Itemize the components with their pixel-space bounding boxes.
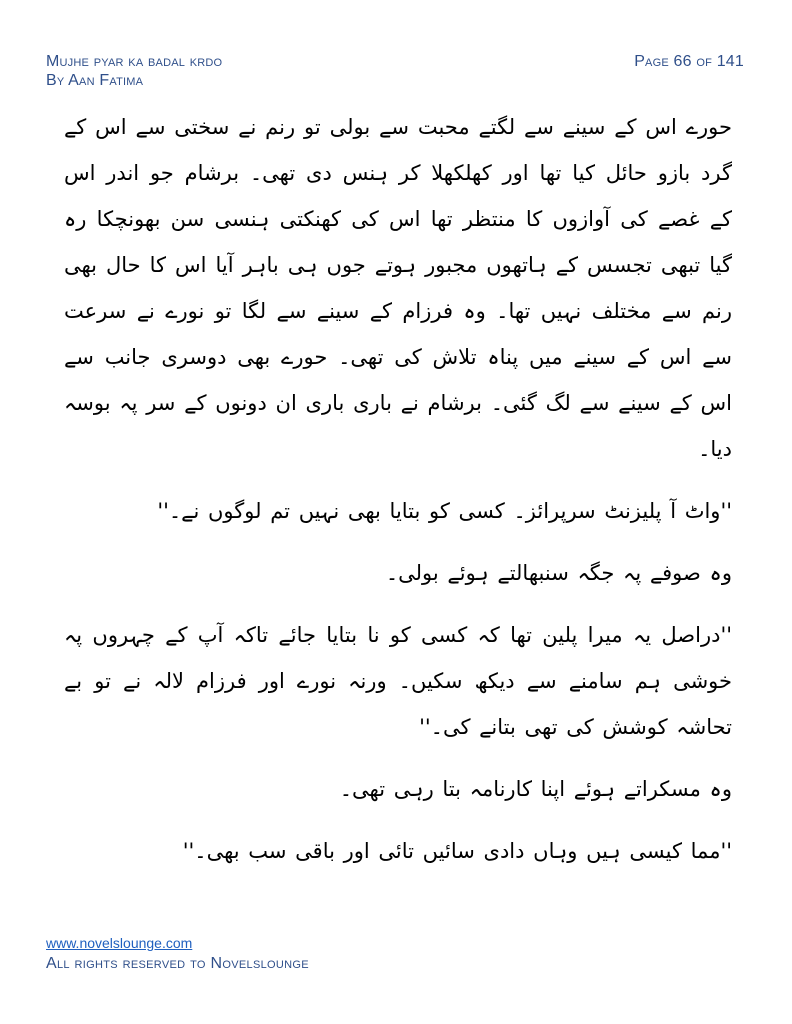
website-link[interactable]: www.novelslounge.com [46, 935, 193, 951]
paragraph-5: وہ مسکراتے ہوئے اپنا کارنامہ بتا رہی تھی۔ [339, 777, 732, 801]
page-number: Page 66 of 141 [634, 53, 744, 70]
page-footer [46, 934, 309, 974]
paragraph-3: وہ صوفے پہ جگہ سنبھالتے ہوئے بولی۔ [385, 561, 732, 585]
paragraph-4: ''دراصل یہ میرا پلین تھا کہ کسی کو نا بتایا جائے تاکہ آپ کے چہروں پہ خوشی ہم سامنے سے دیکھ سکیں۔ ورنہ نورے اور فرزام لالہ نے تو بے تحاشہ کوشش کی تھی بتانے کی۔'' [64, 623, 732, 739]
book-header [46, 52, 222, 90]
paragraph-2: ''واٹ آ پلیزنٹ سرپرائز۔ کسی کو بتایا بھی نہیں تم لوگوں نے۔'' [157, 499, 732, 523]
rights-notice: All rights reserved to Novelslounge [46, 955, 309, 972]
story-text [64, 104, 732, 874]
paragraph-1: حورے اس کے سینے سے لگتے محبت سے بولی تو رنم نے سختی سے اس کے گرد بازو حائل کیا تھا اور کھلکھلا کر ہنس دی تھی۔ برشام جو اندر اس کے غصے کی آوازوں کا منتظر تھا اس کی کھنکتی ہنسی سن بھونچکا رہ گیا تبھی تجسس کے ہاتھوں مجبور ہوتے جوں ہی باہر آیا اس کا حال بھی رنم سے مختلف نہیں تھا۔ وہ فرزام کے سینے سے لگا تو نورے نے سرعت سے اس کے سینے میں پناہ تلاش کی تھی۔ حورے بھی دوسری جانب سے اس کے سینے سے لگ گئی۔ برشام نے باری باری ان دونوں کے سر پہ بوسہ دیا۔ [64, 115, 732, 461]
book-author: By Aan Fatima [46, 72, 144, 89]
book-title: Mujhe pyar ka badal krdo [46, 53, 223, 70]
paragraph-6: ''مما کیسی ہیں وہاں دادی سائیں تائی اور باقی سب بھی۔'' [182, 839, 732, 863]
